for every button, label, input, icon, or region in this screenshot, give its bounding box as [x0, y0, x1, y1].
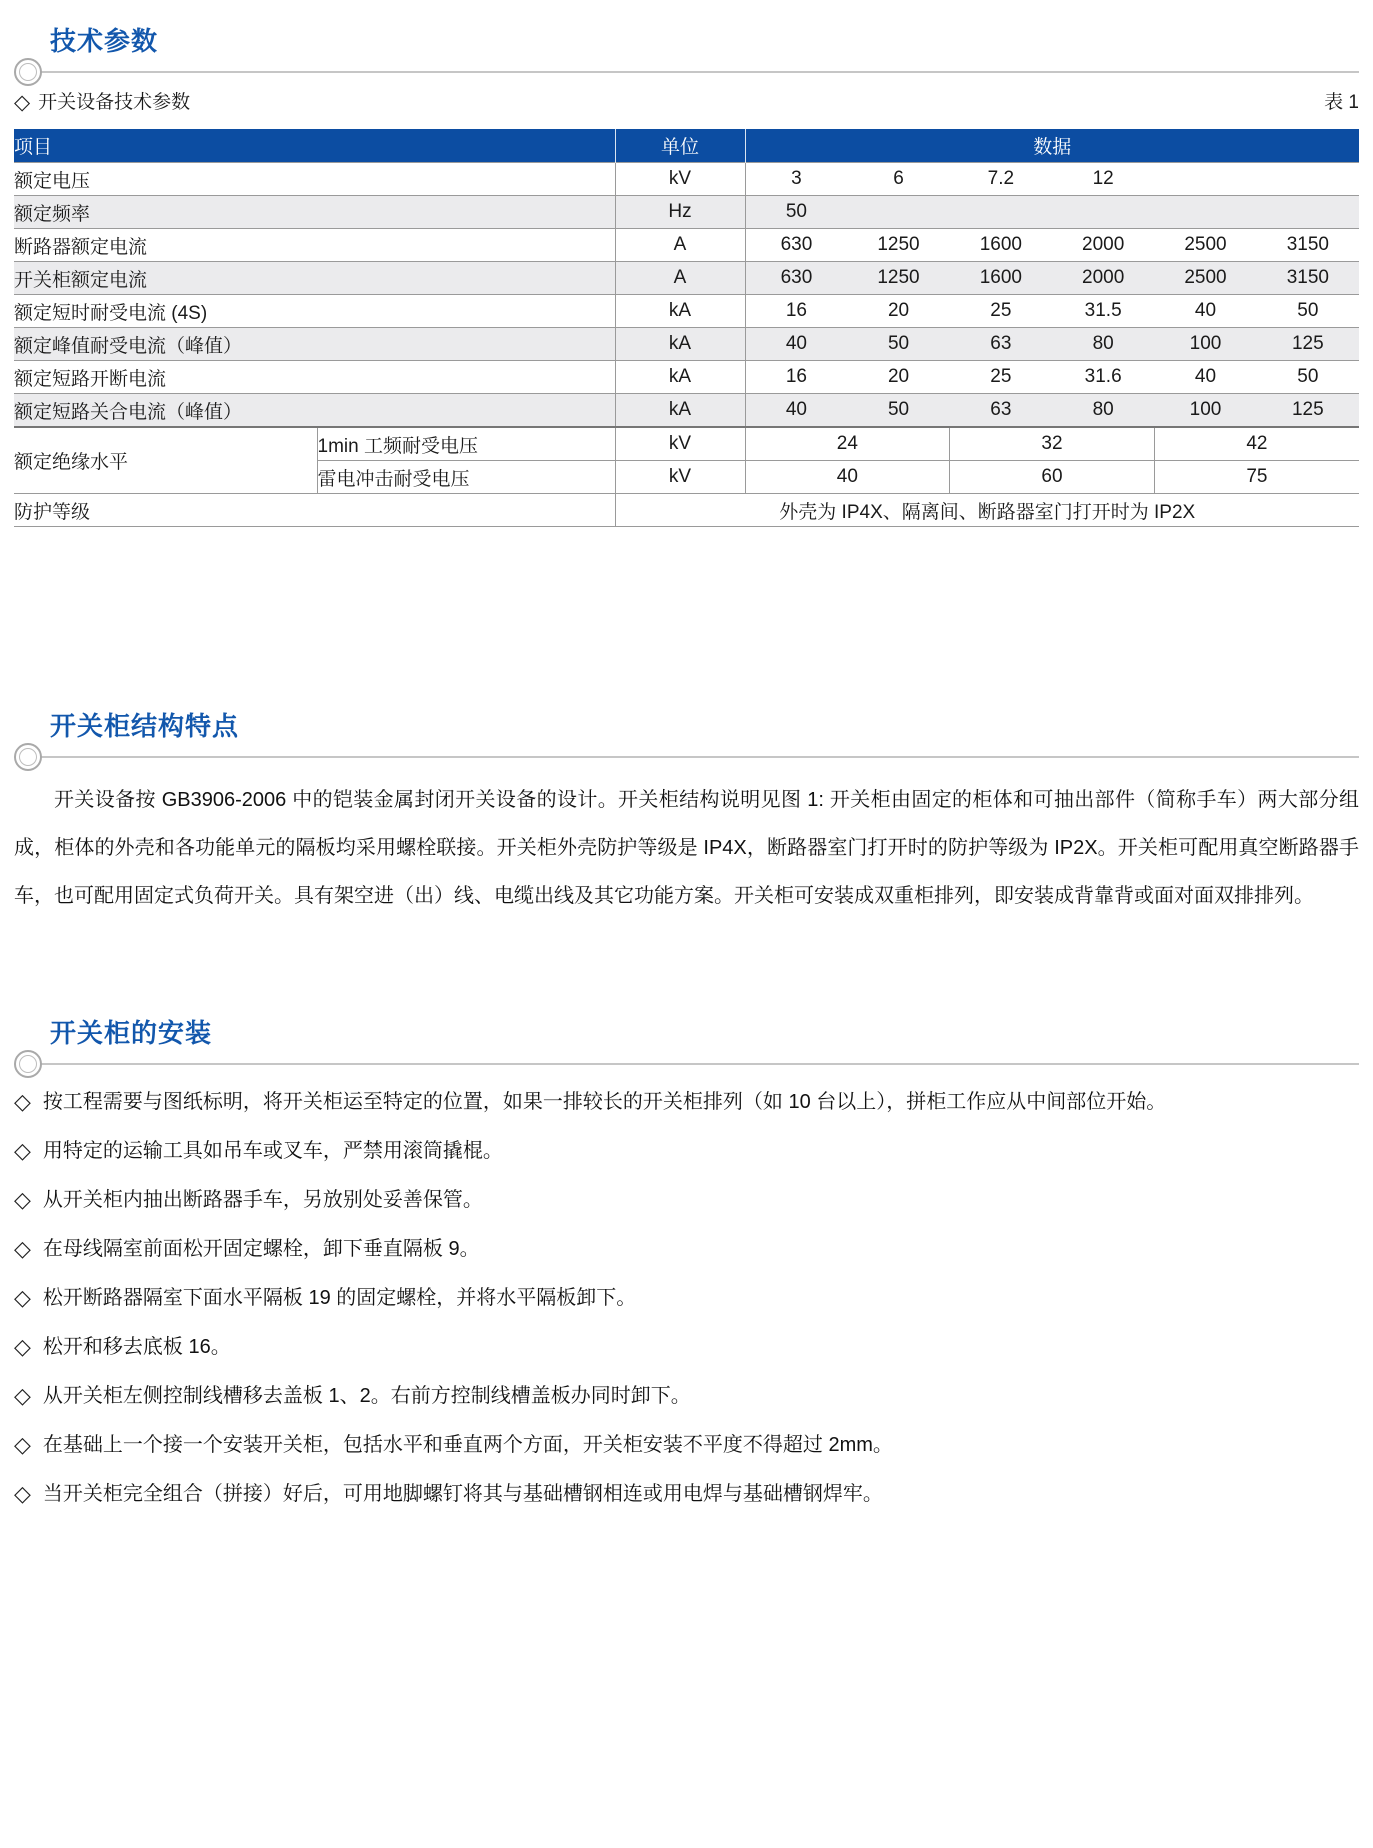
- param-value: 40: [745, 394, 847, 428]
- param-value: 40: [1154, 295, 1256, 328]
- diamond-bullet-icon: ◇: [14, 1432, 31, 1457]
- col-header-item: 项目: [14, 129, 615, 163]
- table-row: [14, 328, 1359, 361]
- param-value: 7.2: [950, 163, 1052, 196]
- diamond-bullet-icon: ◇: [14, 1089, 31, 1114]
- ring-icon: [14, 58, 42, 86]
- param-value: 125: [1257, 328, 1359, 361]
- list-item: [14, 1285, 1359, 1311]
- param-value: 1250: [847, 262, 949, 295]
- param-name: 额定峰值耐受电流（峰值）: [14, 328, 615, 361]
- table-row: [14, 229, 1359, 262]
- list-item: [14, 1089, 1359, 1115]
- diamond-bullet-icon: ◇: [14, 1481, 31, 1506]
- param-name: 额定频率: [14, 196, 615, 229]
- table-row: [14, 163, 1359, 196]
- table-subtitle: 开关设备技术参数: [38, 92, 191, 113]
- param-value: [1257, 196, 1359, 229]
- list-item: [14, 1187, 1359, 1213]
- param-value: 20: [847, 295, 949, 328]
- param-value: [950, 196, 1052, 229]
- param-value: 80: [1052, 394, 1154, 428]
- param-value: 125: [1257, 394, 1359, 428]
- installation-steps-list: [14, 1089, 1359, 1507]
- rule-line: [41, 756, 1359, 758]
- col-header-unit: 单位: [615, 129, 745, 163]
- param-value: 12: [1052, 163, 1154, 196]
- param-unit: Hz: [615, 196, 745, 229]
- param-value: 40: [1154, 361, 1256, 394]
- param-name: 断路器额定电流: [14, 229, 615, 262]
- section-title-tech-params: 技术参数: [50, 26, 159, 56]
- col-header-data: 数据: [745, 129, 1359, 163]
- param-value: 50: [1257, 361, 1359, 394]
- param-value: 31.5: [1052, 295, 1154, 328]
- section-title-structure: 开关柜结构特点: [50, 711, 240, 741]
- section-rule: [14, 57, 1359, 87]
- param-value: 3150: [1257, 262, 1359, 295]
- param-group-name: 额定绝缘水平: [14, 427, 317, 494]
- param-value: [1257, 163, 1359, 196]
- step-text: 当开关柜完全组合（拼接）好后，可用地脚螺钉将其与基础槽钢相连或用电焊与基础槽钢焊牢。: [42, 1483, 883, 1505]
- param-unit: kV: [615, 461, 745, 494]
- param-value: 31.6: [1052, 361, 1154, 394]
- param-value: 2000: [1052, 229, 1154, 262]
- param-unit: kV: [615, 163, 745, 196]
- param-value: 16: [745, 295, 847, 328]
- param-value: 100: [1154, 394, 1256, 428]
- step-text: 在基础上一个接一个安装开关柜，包括水平和垂直两个方面，开关柜安装不平度不得超过 2mm。: [42, 1434, 893, 1456]
- param-subname: 雷电冲击耐受电压: [317, 461, 615, 494]
- step-text: 按工程需要与图纸标明，将开关柜运至特定的位置，如果一排较长的开关柜排列（如 10 台以上），拼柜工作应从中间部位开始。: [42, 1091, 1167, 1113]
- param-value: 42: [1154, 427, 1359, 461]
- section-rule: [14, 1049, 1359, 1079]
- list-item: [14, 1138, 1359, 1164]
- section-rule: [14, 742, 1359, 772]
- param-value: 2000: [1052, 262, 1154, 295]
- param-value: 80: [1052, 328, 1154, 361]
- step-text: 松开和移去底板 16。: [42, 1336, 231, 1358]
- param-subname: 1min 工频耐受电压: [317, 427, 615, 461]
- param-value: 32: [950, 427, 1155, 461]
- param-value: 100: [1154, 328, 1256, 361]
- param-name: 防护等级: [14, 494, 615, 527]
- param-value: [847, 196, 949, 229]
- param-value: 50: [1257, 295, 1359, 328]
- step-text: 从开关柜内抽出断路器手车，另放别处妥善保管。: [42, 1189, 483, 1211]
- section-installation-header: [14, 1020, 1359, 1079]
- list-item: [14, 1481, 1359, 1507]
- param-value: 50: [745, 196, 847, 229]
- param-name: 额定短路关合电流（峰值）: [14, 394, 615, 428]
- switchgear-spec-table: [14, 129, 1359, 527]
- param-value: 40: [745, 328, 847, 361]
- param-name: 额定短时耐受电流 (4S): [14, 295, 615, 328]
- param-value: 630: [745, 229, 847, 262]
- param-value: 1250: [847, 229, 949, 262]
- diamond-bullet-icon: ◇: [14, 1138, 31, 1163]
- param-value: 2500: [1154, 229, 1256, 262]
- table-row-protection: [14, 494, 1359, 527]
- param-value: 25: [950, 361, 1052, 394]
- param-value: [1154, 196, 1256, 229]
- section-structure-header: [14, 713, 1359, 772]
- table-row: [14, 196, 1359, 229]
- structure-paragraph: 开关设备按 GB3906-2006 中的铠装金属封闭开关设备的设计。开关柜结构说明见图 1: 开关柜由固定的柜体和可抽出部件（简称手车）两大部分组成，柜体的外壳和各功能单元的隔板均采用螺栓联接。开关柜外壳防护等级是 IP4X，断路器室门打开时的防护等级为 IP2X。开关柜可配用真空断路器手车，也可配用固定式负荷开关。具有架空进（出）线、电缆出线及其它功能方案。开关柜可安装成双重柜排列，即安装成背靠背或面对面双排排列。: [14, 789, 1359, 907]
- section-tech-params-header: [14, 0, 1359, 87]
- param-value: 63: [950, 394, 1052, 428]
- param-value: 40: [745, 461, 950, 494]
- param-name: 额定短路开断电流: [14, 361, 615, 394]
- param-value: 630: [745, 262, 847, 295]
- table-number-label: 表 1: [1324, 92, 1359, 113]
- ring-icon: [14, 1050, 42, 1078]
- param-name: 开关柜额定电流: [14, 262, 615, 295]
- diamond-bullet-icon: ◇: [14, 1383, 31, 1408]
- param-value: 1600: [950, 229, 1052, 262]
- list-item: [14, 1432, 1359, 1458]
- diamond-bullet-icon: ◇: [14, 1334, 31, 1359]
- rule-line: [41, 1063, 1359, 1065]
- list-item: [14, 1383, 1359, 1409]
- param-name: 额定电压: [14, 163, 615, 196]
- param-unit: kA: [615, 394, 745, 428]
- param-value: 50: [847, 394, 949, 428]
- ring-icon: [14, 743, 42, 771]
- param-value: 25: [950, 295, 1052, 328]
- param-value: 75: [1154, 461, 1359, 494]
- param-value: 24: [745, 427, 950, 461]
- step-text: 在母线隔室前面松开固定螺栓，卸下垂直隔板 9。: [42, 1238, 480, 1260]
- table-header-row: [14, 129, 1359, 163]
- table-row: [14, 262, 1359, 295]
- table-caption-row: [14, 91, 1359, 115]
- param-unit: kA: [615, 328, 745, 361]
- param-value: [1052, 196, 1154, 229]
- param-value: 6: [847, 163, 949, 196]
- param-value: 60: [950, 461, 1155, 494]
- diamond-bullet-icon: ◇: [14, 1236, 31, 1261]
- diamond-bullet-icon: ◇: [14, 91, 31, 114]
- param-value: 3: [745, 163, 847, 196]
- step-text: 松开断路器隔室下面水平隔板 19 的固定螺栓，并将水平隔板卸下。: [42, 1287, 637, 1309]
- param-value: 50: [847, 328, 949, 361]
- step-text: 从开关柜左侧控制线槽移去盖板 1、2。右前方控制线槽盖板办同时卸下。: [42, 1385, 691, 1407]
- param-value: 2500: [1154, 262, 1256, 295]
- list-item: [14, 1334, 1359, 1360]
- param-value: 63: [950, 328, 1052, 361]
- rule-line: [41, 71, 1359, 73]
- step-text: 用特定的运输工具如吊车或叉车，严禁用滚筒撬棍。: [42, 1140, 503, 1162]
- table-row: [14, 394, 1359, 428]
- param-unit: A: [615, 262, 745, 295]
- list-item: [14, 1236, 1359, 1262]
- param-unit: kV: [615, 427, 745, 461]
- param-value: 3150: [1257, 229, 1359, 262]
- param-value: 1600: [950, 262, 1052, 295]
- param-value: 16: [745, 361, 847, 394]
- diamond-bullet-icon: ◇: [14, 1187, 31, 1212]
- param-unit: A: [615, 229, 745, 262]
- section-title-installation: 开关柜的安装: [50, 1018, 213, 1048]
- table-row: [14, 295, 1359, 328]
- param-value: 外壳为 IP4X、隔离间、断路器室门打开时为 IP2X: [615, 494, 1359, 527]
- param-value: 20: [847, 361, 949, 394]
- param-unit: kA: [615, 361, 745, 394]
- param-value: [1154, 163, 1256, 196]
- diamond-bullet-icon: ◇: [14, 1285, 31, 1310]
- table-row: [14, 361, 1359, 394]
- table-row-insulation: [14, 427, 1359, 461]
- param-unit: kA: [615, 295, 745, 328]
